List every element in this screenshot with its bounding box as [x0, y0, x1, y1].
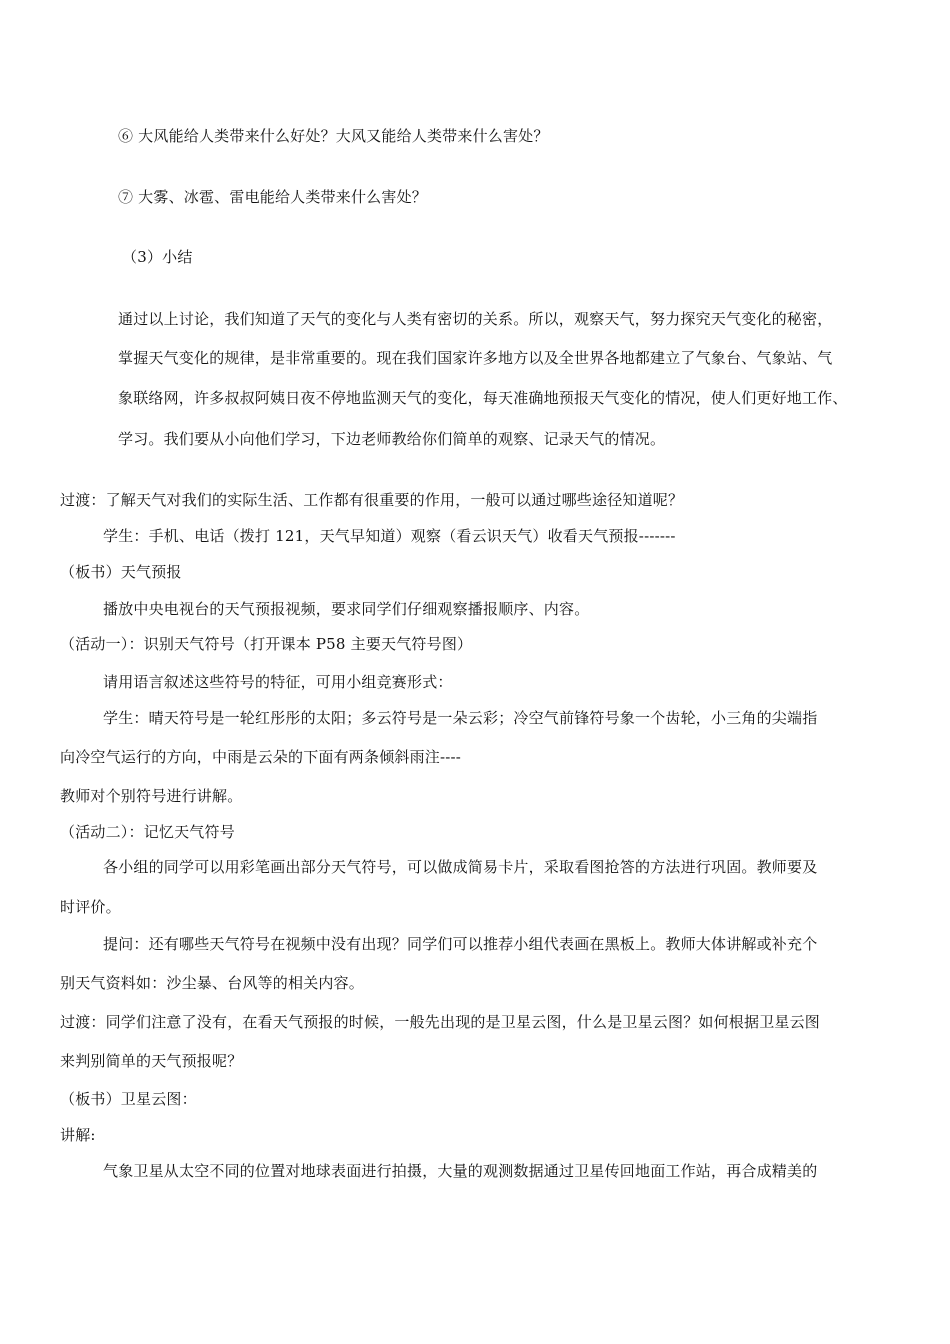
- summary-heading: （3）小结: [122, 248, 193, 266]
- question-7: ⑦ 大雾、冰雹、雷电能给人类带来什么害处？: [118, 188, 427, 206]
- activity-2-line-2: 时评价。: [60, 898, 121, 916]
- summary-line-4: 学习。我们要从小向他们学习，下边老师教给你们简单的观察、记录天气的情况。: [118, 430, 666, 448]
- transition-2-line-2: 来判别简单的天气预报呢？: [60, 1052, 243, 1070]
- explain-label: 讲解:: [60, 1126, 96, 1144]
- play-video-instruction: 播放中央电视台的天气预报视频，要求同学们仔细观察播报顺序、内容。: [103, 600, 590, 618]
- question-line-2: 别天气资料如：沙尘暴、台风等的相关内容。: [60, 974, 365, 992]
- student-answer-2-line-2: 向冷空气运行的方向，中雨是云朵的下面有两条倾斜雨注----: [60, 748, 462, 766]
- student-answer-2-line-1: 学生：晴天符号是一轮红彤彤的太阳；多云符号是一朵云彩；冷空气前锋符号象一个齿轮，小三角的尖端指: [103, 709, 818, 727]
- student-answer-1: 学生：手机、电话（拨打 121，天气早知道）观察（看云识天气）收看天气预报-------: [103, 527, 676, 545]
- question-line-1: 提问：还有哪些天气符号在视频中没有出现？同学们可以推荐小组代表画在黑板上。教师大体讲解或补充个: [103, 935, 818, 953]
- explain-line-1: 气象卫星从太空不同的位置对地球表面进行拍摄，大量的观测数据通过卫星传回地面工作站，再合成精美的: [103, 1162, 818, 1180]
- summary-line-1: 通过以上讨论，我们知道了天气的变化与人类有密切的关系。所以，观察天气，努力探究天气变化的秘密，: [118, 310, 833, 328]
- activity-2-heading: （活动二）：记忆天气符号: [60, 823, 235, 841]
- board-note-satellite: （板书）卫星云图：: [60, 1090, 197, 1108]
- summary-line-3: 象联络网，许多叔叔阿姨日夜不停地监测天气的变化，每天准确地预报天气变化的情况，使人们更好地工作、: [118, 389, 848, 407]
- question-6: ⑥ 大风能给人类带来什么好处？大风又能给人类带来什么害处？: [118, 127, 549, 145]
- activity-1-instruction: 请用语言叙述这些符号的特征，可用小组竞赛形式：: [103, 673, 453, 691]
- activity-1-heading: （活动一）：识别天气符号（打开课本 P58 主要天气符号图）: [60, 635, 473, 653]
- summary-line-2: 掌握天气变化的规律，是非常重要的。现在我们国家许多地方以及全世界各地都建立了气象台、气象站、气: [118, 349, 833, 367]
- transition-1: 过渡：了解天气对我们的实际生活、工作都有很重要的作用，一般可以通过哪些途径知道呢？: [60, 491, 684, 509]
- board-note-weather-forecast: （板书）天气预报: [60, 563, 182, 581]
- teacher-explain: 教师对个别符号进行讲解。: [60, 787, 243, 805]
- transition-2-line-1: 过渡：同学们注意了没有，在看天气预报的时候，一般先出现的是卫星云图，什么是卫星云图？如何根据卫星云图: [60, 1013, 821, 1031]
- activity-2-line-1: 各小组的同学可以用彩笔画出部分天气符号，可以做成简易卡片，采取看图抢答的方法进行巩固。教师要及: [103, 858, 818, 876]
